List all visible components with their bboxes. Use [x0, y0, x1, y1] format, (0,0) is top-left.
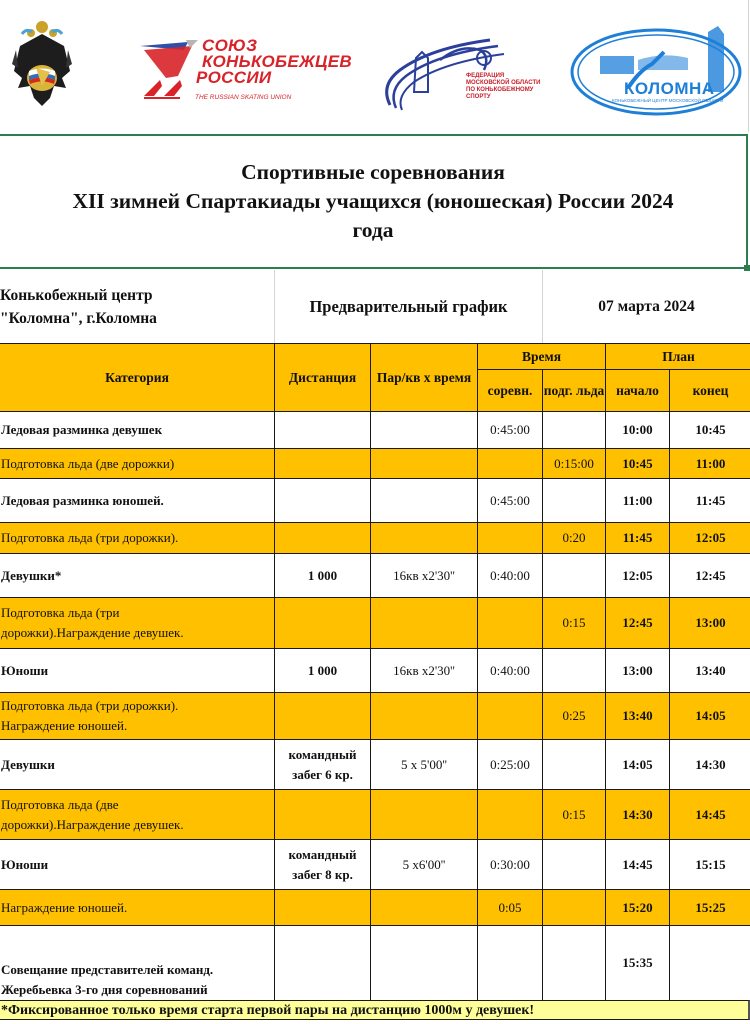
logo-text-line: КОНЬКОБЕЖЦЕВ	[202, 52, 352, 71]
title-line-3: года	[352, 218, 394, 242]
russian-skating-union-logo	[140, 38, 380, 108]
cell-pairs[interactable]	[371, 449, 478, 479]
table-row	[0, 693, 750, 740]
gridline	[748, 0, 749, 132]
cell-comp-time[interactable]: 0:30:00	[478, 840, 543, 890]
cell-comp-time[interactable]	[478, 449, 543, 479]
cell-category[interactable]	[0, 926, 275, 1001]
cell-category[interactable]: Девушки*	[0, 554, 275, 598]
table-row	[0, 598, 750, 649]
category-line-2: Награждение юношей.	[1, 718, 128, 733]
cell-ice-time[interactable]	[543, 926, 606, 1001]
logo-text-line: СПОРТУ	[466, 94, 491, 100]
table-row	[0, 649, 750, 693]
cell-plan-start[interactable]: 14:45	[606, 840, 670, 890]
cell-category[interactable]	[0, 598, 275, 649]
cell-category[interactable]: Ледовая разминка юношей.	[0, 479, 275, 523]
schedule-type-cell[interactable]: Предварительный график	[274, 270, 542, 343]
distance-line-1: командный	[288, 846, 357, 862]
table-row	[0, 554, 750, 598]
cell-plan-end[interactable]: 12:45	[670, 554, 750, 598]
cell-pairs[interactable]: 16кв х2'30''	[371, 649, 478, 693]
cell-category[interactable]: Юноши	[0, 649, 275, 693]
cell-pairs[interactable]	[371, 598, 478, 649]
cell-ice-time[interactable]: 0:20	[543, 523, 606, 554]
footnote[interactable]: *Фиксированное только время старта первой пары на дистанцию 1000м у девушек!	[0, 1000, 750, 1020]
cell-category[interactable]: Ледовая разминка девушек	[0, 412, 275, 449]
cell-distance[interactable]	[275, 926, 371, 1001]
cell-plan-end[interactable]: 13:40	[670, 649, 750, 693]
cell-comp-time[interactable]	[478, 598, 543, 649]
cell-plan-start[interactable]: 13:40	[606, 693, 670, 740]
cell-plan-end[interactable]	[670, 926, 750, 1001]
cell-comp-time[interactable]: 0:45:00	[478, 479, 543, 523]
cell-comp-time[interactable]: 0:40:00	[478, 649, 543, 693]
cell-distance[interactable]	[275, 412, 371, 449]
header-plan-end[interactable]: конец	[670, 370, 750, 412]
cell-comp-time[interactable]: 0:45:00	[478, 412, 543, 449]
skating-union-emblem-icon	[140, 40, 200, 100]
cell-ice-time[interactable]: 0:15	[543, 790, 606, 840]
cell-ice-time[interactable]: 0:15	[543, 598, 606, 649]
cell-category[interactable]: Подготовка льда (две дорожки)	[0, 449, 275, 479]
venue-line-1: Конькобежный центр	[0, 286, 153, 304]
cell-plan-start[interactable]: 12:45	[606, 598, 670, 649]
skating-union-subtitle: THE RUSSIAN SKATING UNION	[195, 94, 292, 101]
cell-pairs[interactable]	[371, 926, 478, 1001]
cell-category[interactable]: Юноши	[0, 840, 275, 890]
kolomna-center-logo	[568, 22, 750, 117]
cell-category[interactable]: Подготовка льда (три дорожки).	[0, 523, 275, 554]
cell-pairs[interactable]: 16кв х2'30''	[371, 554, 478, 598]
cell-category[interactable]: Девушки	[0, 740, 275, 790]
cell-distance[interactable]	[275, 598, 371, 649]
cell-plan-start[interactable]: 11:45	[606, 523, 670, 554]
logos-band	[0, 0, 750, 132]
cell-pairs[interactable]	[371, 479, 478, 523]
venue-line-2: "Коломна", г.Коломна	[0, 309, 157, 327]
cell-pairs[interactable]	[371, 890, 478, 926]
logo-text-line: СОЮЗ	[202, 36, 258, 55]
header-plan-group[interactable]: План	[606, 344, 750, 370]
cell-plan-end[interactable]: 15:15	[670, 840, 750, 890]
cell-plan-start[interactable]: 14:05	[606, 740, 670, 790]
cell-distance[interactable]: 1 000	[275, 554, 371, 598]
cell-plan-start[interactable]: 13:00	[606, 649, 670, 693]
distance-line-1: командный	[288, 746, 357, 762]
cell-plan-end[interactable]: 14:05	[670, 693, 750, 740]
cell-plan-start[interactable]: 10:45	[606, 449, 670, 479]
title-block[interactable]	[0, 134, 748, 269]
cell-plan-start[interactable]: 12:05	[606, 554, 670, 598]
category-line-2: дорожки).Награждение девушек.	[1, 625, 184, 640]
cell-comp-time[interactable]: 0:40:00	[478, 554, 543, 598]
russia-coat-of-arms-logo	[12, 16, 72, 108]
cell-comp-time[interactable]	[478, 790, 543, 840]
cell-distance[interactable]: 1 000	[275, 649, 371, 693]
cell-ice-time[interactable]	[543, 890, 606, 926]
table-row	[0, 790, 750, 840]
table-row	[0, 523, 750, 554]
logo-text-line: ПО КОНЬКОБЕЖНОМУ	[466, 87, 534, 93]
table-row	[0, 412, 750, 449]
cell-plan-start[interactable]: 15:20	[606, 890, 670, 926]
cell-comp-time[interactable]: 0:05	[478, 890, 543, 926]
cell-ice-time[interactable]	[543, 479, 606, 523]
double-headed-eagle-icon	[12, 16, 72, 108]
category-line-2: Жеребьевка 3-го дня соревнований	[1, 982, 208, 997]
cell-comp-time[interactable]	[478, 523, 543, 554]
header-pairs[interactable]: Пар/кв х время	[371, 344, 478, 412]
cell-ice-time[interactable]: 0:15:00	[543, 449, 606, 479]
cell-pairs[interactable]	[371, 412, 478, 449]
venue-cell[interactable]	[0, 270, 274, 343]
header-time-ice[interactable]: подг. льда	[543, 370, 606, 412]
cell-distance[interactable]	[275, 890, 371, 926]
header-time-comp[interactable]: соревн.	[478, 370, 543, 412]
logo-text-line: РОССИИ	[196, 68, 272, 87]
cell-ice-time[interactable]	[543, 740, 606, 790]
table-row	[0, 840, 750, 890]
header-time-group[interactable]: Время	[478, 344, 606, 370]
cell-pairs[interactable]	[371, 693, 478, 740]
title-line-2: XII зимней Спартакиады учащихся (юношеская) России 2024	[72, 189, 674, 213]
cell-comp-time[interactable]: 0:25:00	[478, 740, 543, 790]
cell-plan-end[interactable]: 14:45	[670, 790, 750, 840]
kolomna-subtitle: КОНЬКОБЕЖНЫЙ ЦЕНТР МОСКОВСКОЙ ОБЛАСТИ	[612, 98, 724, 103]
cell-category[interactable]	[0, 790, 275, 840]
cell-plan-end[interactable]: 11:00	[670, 449, 750, 479]
table-row	[0, 479, 750, 523]
skating-union-name	[196, 36, 352, 87]
cell-pairs[interactable]	[371, 790, 478, 840]
distance-line-2: забег 8 кр.	[292, 866, 353, 882]
logo-text-line: МОСКОВСКОЙ ОБЛАСТИ	[466, 80, 541, 86]
cell-ice-time[interactable]: 0:25	[543, 693, 606, 740]
cell-distance[interactable]	[275, 740, 371, 790]
logo-text-line: ФЕДЕРАЦИЯ	[466, 73, 505, 79]
title-line-1: Спортивные соревнования	[241, 160, 505, 184]
federation-name	[466, 73, 540, 101]
cell-distance[interactable]	[275, 840, 371, 890]
cell-pairs[interactable]	[371, 523, 478, 554]
cell-category[interactable]	[0, 693, 275, 740]
cell-ice-time[interactable]	[543, 554, 606, 598]
kolomna-title: КОЛОМНА	[624, 79, 715, 98]
cell-category[interactable]: Награждение юношей.	[0, 890, 275, 926]
table-row	[0, 926, 750, 1001]
category-line-1: Подготовка льда (три	[1, 605, 120, 620]
header-distance[interactable]: Дистанция	[275, 344, 371, 412]
cell-plan-end[interactable]: 12:05	[670, 523, 750, 554]
cell-plan-start[interactable]: 10:00	[606, 412, 670, 449]
cell-distance[interactable]	[275, 523, 371, 554]
cell-pairs[interactable]: 5 х 5'00''	[371, 740, 478, 790]
cell-plan-end[interactable]: 11:45	[670, 479, 750, 523]
cell-comp-time[interactable]	[478, 693, 543, 740]
header-category[interactable]: Категория	[0, 344, 275, 412]
cell-distance[interactable]	[275, 449, 371, 479]
cell-plan-end[interactable]: 15:25	[670, 890, 750, 926]
table-row	[0, 890, 750, 926]
cell-ice-time[interactable]	[543, 649, 606, 693]
moscow-region-federation-logo	[380, 30, 560, 115]
cell-distance[interactable]	[275, 790, 371, 840]
cell-plan-start[interactable]: 11:00	[606, 479, 670, 523]
category-line-1: Совещание представителей команд.	[1, 962, 214, 977]
category-line-1: Подготовка льда (две	[1, 796, 119, 812]
cell-distance[interactable]	[275, 693, 371, 740]
table-row	[0, 449, 750, 479]
category-line-1: Подготовка льда (три дорожки).	[1, 698, 179, 713]
category-line-2: дорожки).Награждение девушек.	[1, 816, 184, 832]
cell-plan-end[interactable]: 14:30	[670, 740, 750, 790]
schedule-table	[0, 343, 750, 1001]
cell-pairs[interactable]: 5 х6'00''	[371, 840, 478, 890]
cell-ice-time[interactable]	[543, 412, 606, 449]
header-plan-start[interactable]: начало	[606, 370, 670, 412]
cell-plan-end[interactable]: 10:45	[670, 412, 750, 449]
date-cell[interactable]: 07 марта 2024	[542, 270, 750, 343]
cell-plan-end[interactable]: 13:00	[670, 598, 750, 649]
cell-plan-start[interactable]: 15:35	[606, 926, 670, 1001]
cell-plan-start[interactable]: 14:30	[606, 790, 670, 840]
table-row	[0, 740, 750, 790]
cell-comp-time[interactable]	[478, 926, 543, 1001]
cell-ice-time[interactable]	[543, 840, 606, 890]
info-row	[0, 270, 750, 343]
cell-distance[interactable]	[275, 479, 371, 523]
distance-line-2: забег 6 кр.	[292, 766, 353, 782]
